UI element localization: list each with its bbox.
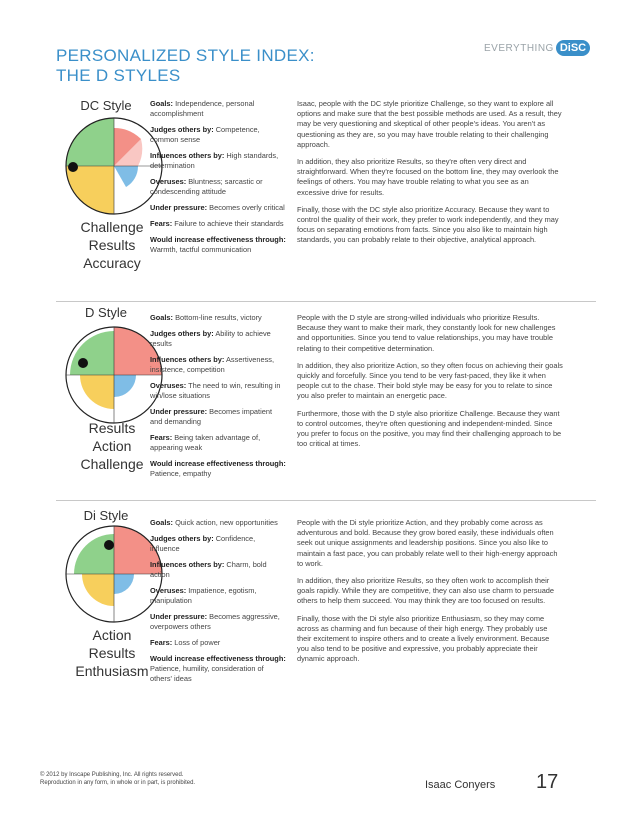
- title-line-1: PERSONALIZED STYLE INDEX:: [56, 46, 315, 65]
- trait-judges: Judges others by: Competence, common sense: [150, 125, 260, 144]
- priority-3: Challenge: [80, 456, 144, 472]
- trait-influences: Influences others by: Charm, bold action: [150, 560, 267, 579]
- trait-goals: Goals: Independence, personal accomplishment: [150, 99, 255, 118]
- trait-increase-effectiveness: Would increase effectiveness through: Patience, humility, consideration of others' ideas: [150, 654, 286, 683]
- footer-person-name: Isaac Conyers: [425, 779, 496, 791]
- section-di-style: [56, 506, 596, 706]
- page-number: 17: [536, 771, 559, 793]
- disc-circle-icon: [64, 325, 164, 425]
- trait-influences: Influences others by: Assertiveness, insistence, competition: [150, 355, 275, 374]
- trait-overuses: Overuses: The need to win, resulting in win/lose situations: [150, 381, 281, 400]
- page-title: [56, 46, 315, 86]
- trait-under-pressure: Under pressure: Becomes overly critical: [150, 203, 285, 212]
- paragraph: In addition, they also prioritize Results, so they often work to accomplish their goals rapidly. While they are competitive, they can also use charm to persuade others to help them succeed. You may think they are too focused on results.: [297, 576, 555, 606]
- logo-word: EVERYTHING: [484, 42, 554, 54]
- copyright-notice: [40, 771, 195, 787]
- section-divider: [56, 301, 596, 302]
- trait-fears: Fears: Being taken advantage of, appearing weak: [150, 433, 261, 452]
- description: [297, 313, 563, 456]
- priority-1: Results: [88, 420, 136, 436]
- priority-3: Enthusiasm: [75, 663, 149, 679]
- trait-goals: Goals: Quick action, new opportunities: [150, 518, 278, 527]
- trait-under-pressure: Under pressure: Becomes impatient and demanding: [150, 407, 273, 426]
- paragraph: Finally, those with the DC style also prioritize Accuracy. Because they want to control the quality of their work, they prefer to work independently, and they may focus on separating emotions from facts. Since you also like to maintain high standards, you can probably relate to their objective, analytical approach.: [297, 204, 559, 245]
- disc-circle-di: [64, 524, 164, 624]
- disc-circle-icon: [64, 116, 164, 216]
- traits-list: [150, 518, 286, 690]
- priority-2: Action: [92, 438, 132, 454]
- trait-increase-effectiveness: Would increase effectiveness through: Warmth, tactful communication: [150, 235, 286, 254]
- style-name: DC Style: [80, 98, 132, 113]
- disc-circle-d: [64, 325, 164, 425]
- priority-2: Results: [88, 645, 136, 661]
- copyright-line-2: Reproduction in any form, in whole or in part, is prohibited.: [40, 780, 196, 786]
- paragraph: In addition, they also prioritize Results, so they're often very direct and straightforward. When they're focused on the bottom line, they may overlook the feelings of others. You may have trouble relating to what you see as an excessive drive for results.: [297, 157, 559, 197]
- priority-3: Accuracy: [83, 255, 141, 271]
- trait-fears: Fears: Loss of power: [150, 638, 221, 647]
- disc-circle-dc: [64, 116, 164, 216]
- priority-1: Challenge: [80, 219, 144, 235]
- style-name: Di Style: [83, 508, 129, 523]
- trait-increase-effectiveness: Would increase effectiveness through: Patience, empathy: [150, 459, 286, 478]
- paragraph: Furthermore, those with the D style also prioritize Challenge. Because they want to control outcomes, they're often questioning and independent-minded. Since you prefer to focus on the positive, you may find their challenging approach to be too critical at times.: [297, 408, 562, 449]
- section-divider: [56, 500, 596, 501]
- trait-judges: Judges others by: Confidence, influence: [150, 534, 256, 553]
- disc-circle-icon: [64, 524, 164, 624]
- style-name: D Style: [85, 305, 127, 320]
- traits-list: [150, 313, 286, 485]
- description: [297, 99, 563, 253]
- paragraph: People with the D style are strong-willed individuals who prioritize Results. Because they want to make their mark, they constantly look for new challenges and opportunities. Since you tend to value relationships, you may have trouble relating to their competitive determination.: [297, 313, 556, 353]
- trait-goals: Goals: Bottom-line results, victory: [150, 313, 262, 322]
- trait-overuses: Overuses: Impatience, egotism, manipulation: [150, 586, 257, 605]
- paragraph: Isaac, people with the DC style prioritize Challenge, so they want to explore all options and make sure that the best possible methods are used. As a result, they may be very questioning and skeptical of other people's ideas. You aren't as questioning as they are, so you may have trouble relating to their challenging approach.: [297, 99, 562, 149]
- trait-fears: Fears: Failure to achieve their standards: [150, 219, 284, 228]
- section-dc-style: [56, 96, 596, 306]
- description: [297, 518, 563, 672]
- trait-judges: Judges others by: Ability to achieve results: [150, 329, 271, 348]
- everything-disc-logo: [484, 38, 590, 58]
- traits-list: [150, 99, 286, 261]
- trait-overuses: Overuses: Bluntness; sarcastic or condescending attitude: [150, 177, 263, 196]
- trait-influences: Influences others by: High standards, determination: [150, 151, 279, 170]
- paragraph: In addition, they also prioritize Action, so they often focus on achieving their goals quickly and forcefully. Since you tend to be very fast-paced, they like it when people cut to the chase. Their bold style may be easy for you to relate to since you also prefer to maintain an energetic pace.: [297, 360, 563, 401]
- logo-badge: DiSC: [556, 40, 590, 56]
- priority-2: Results: [88, 237, 136, 253]
- paragraph: Finally, those with the Di style also prioritize Enthusiasm, so they may come across as charming and fun because of their high energy. They probably use their excitement to inspire others and to create a lively environment. Because you also tend to be positive and expressive, you probably appreciate their dynamic approach.: [297, 613, 550, 664]
- paragraph: People with the Di style prioritize Action, and they probably come across as adventurous and bold. Because they grow bored easily, these individuals often seek out unique assignments and leadership positions. Since you also like to maintain a fast pace, you can probably relate well to their high-energy approach to work.: [297, 518, 558, 568]
- priority-1: Action: [92, 627, 132, 643]
- section-d-style: [56, 305, 596, 500]
- title-line-2: THE D STYLES: [56, 66, 181, 85]
- trait-under-pressure: Under pressure: Becomes aggressive, overpowers others: [150, 612, 280, 631]
- copyright-line-1: © 2012 by Inscape Publishing, Inc. All rights reserved.: [40, 772, 184, 778]
